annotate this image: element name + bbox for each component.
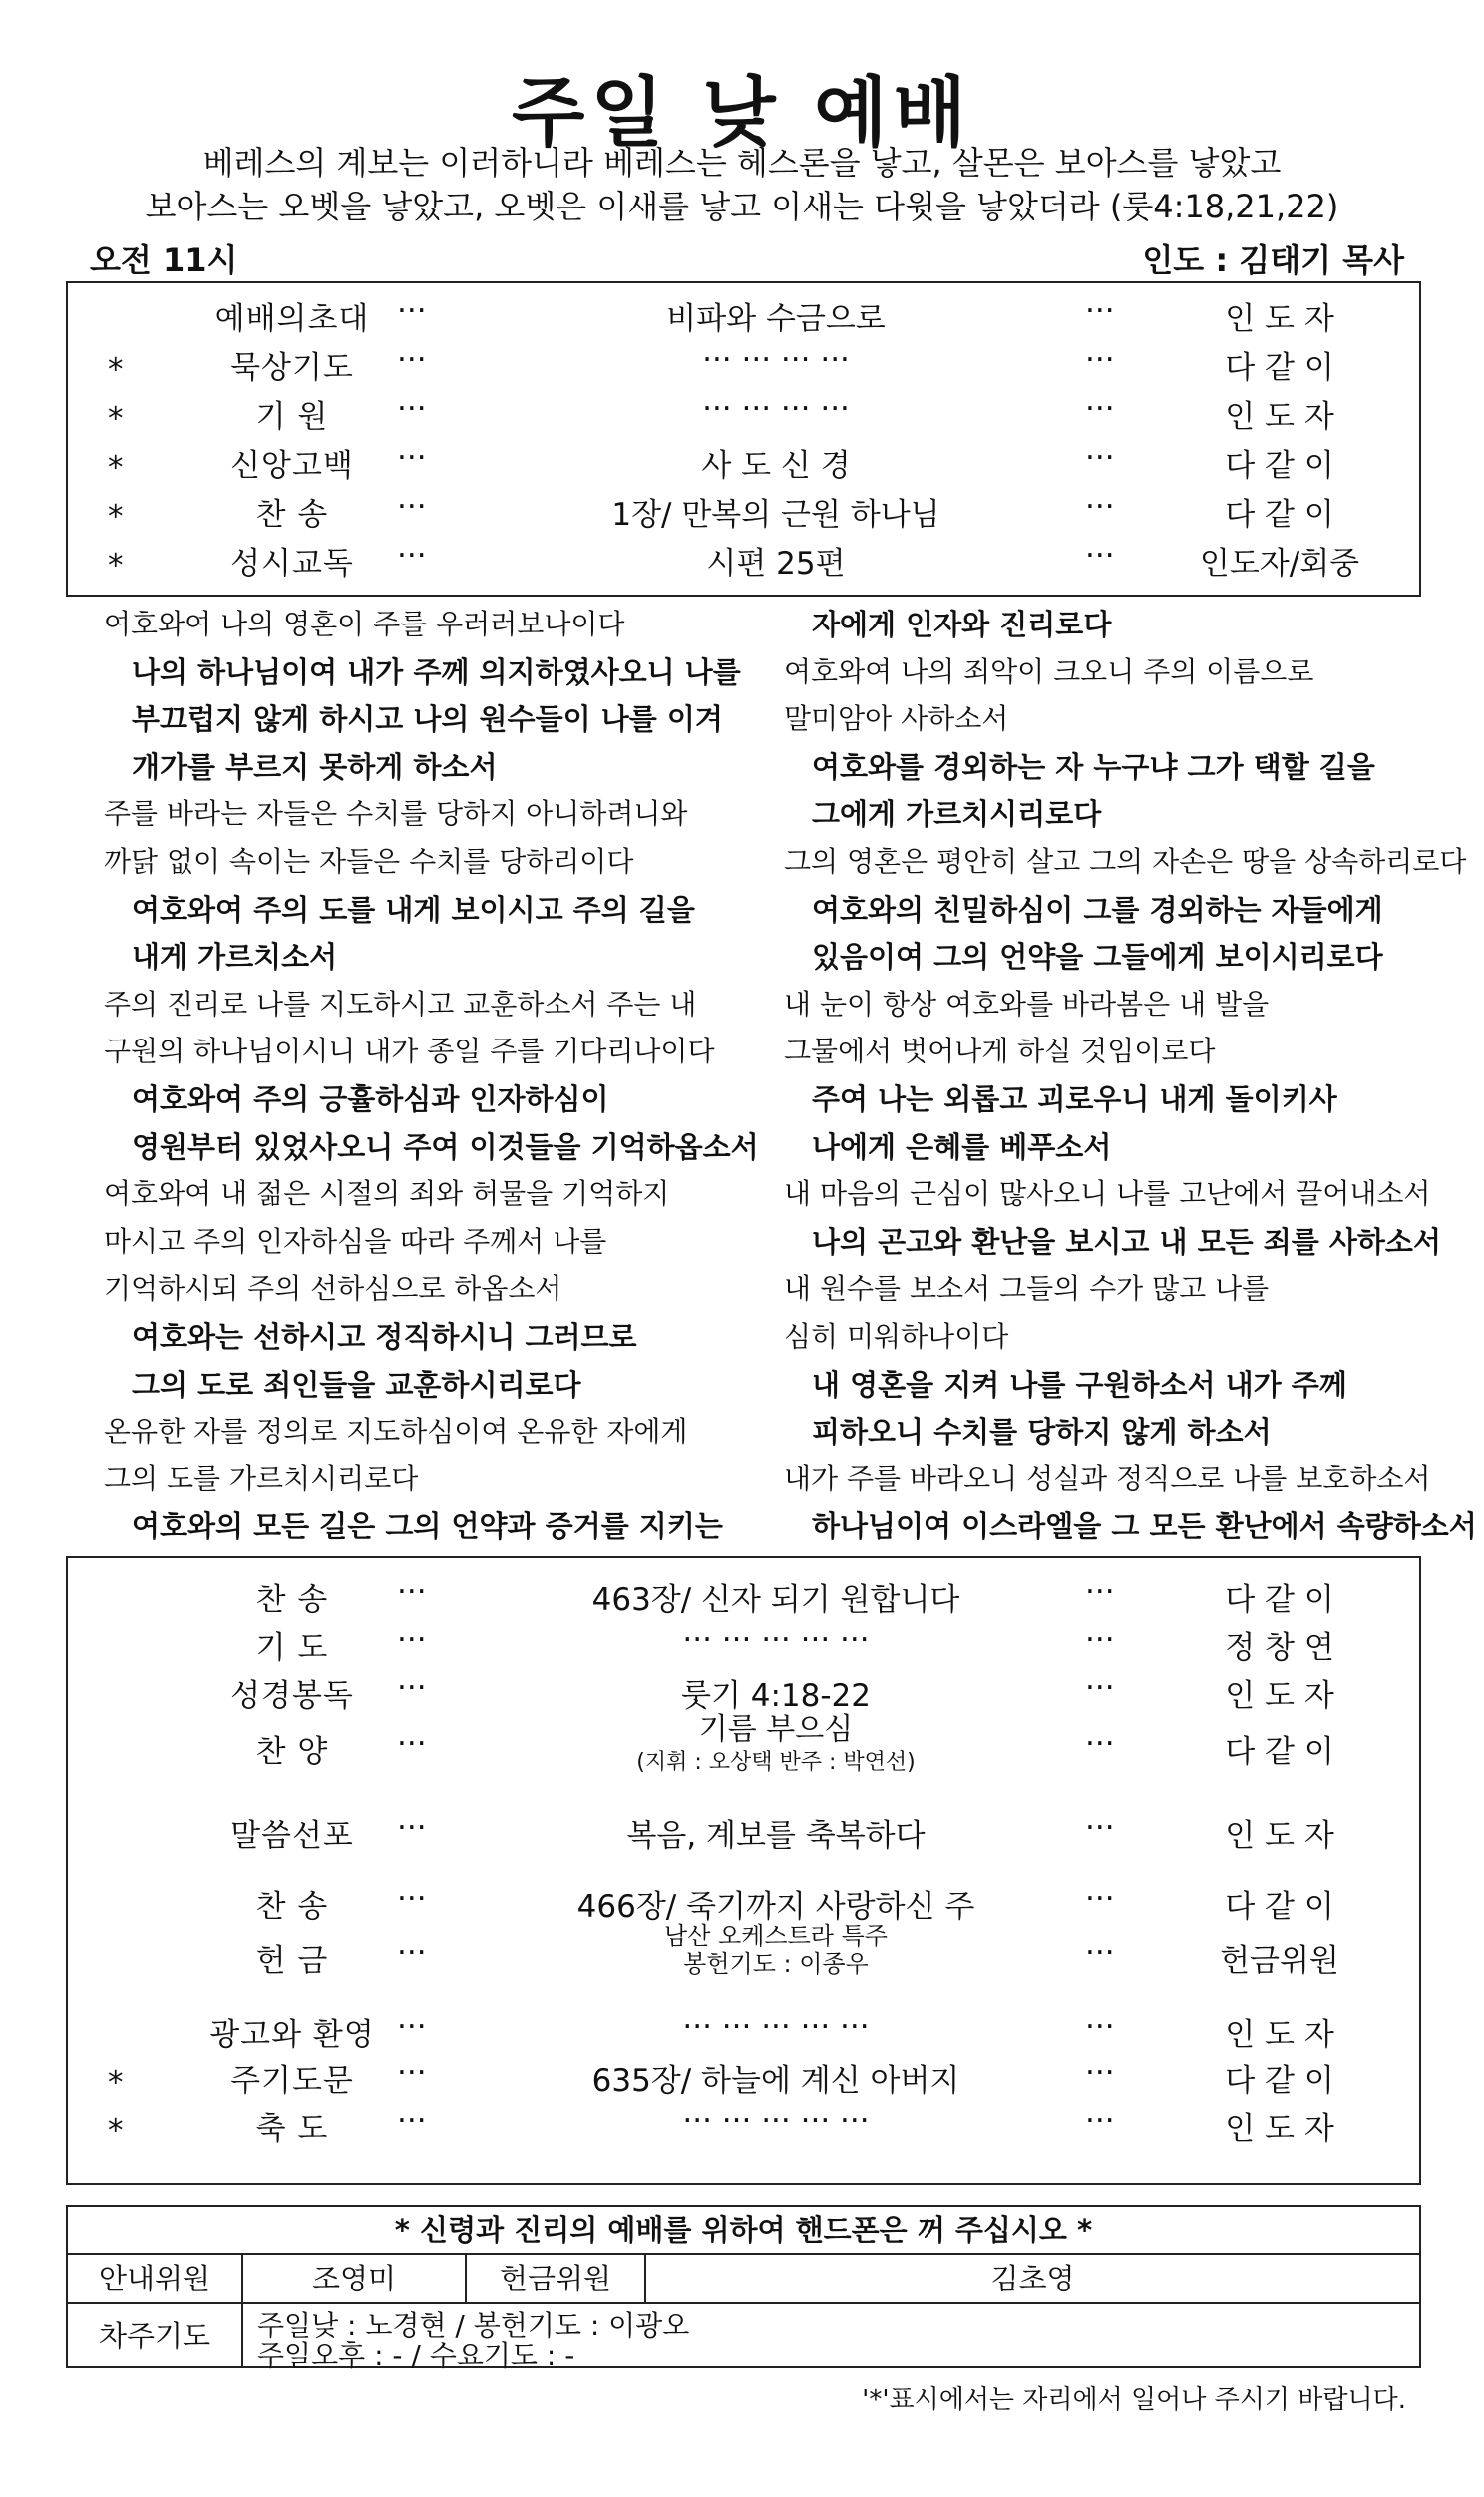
leader-line: 그의 도를 가르치시리로다 <box>104 1461 419 1495</box>
order-item-performer: 다 같 이 <box>1225 497 1334 533</box>
leader-dots: ··· <box>1085 1881 1115 1917</box>
order-item-performer: 인 도 자 <box>1225 399 1334 435</box>
order-item-content: ··· ··· ··· ··· ··· <box>682 1622 870 1658</box>
order-item-subtext: (지휘 : 오상택 반주 : 박연선) <box>636 1750 916 1775</box>
congregation-line: 하나님이여 이스라엘을 그 모든 환난에서 속량하소서 <box>812 1509 1477 1544</box>
leader-line: 내 원수를 보소서 그들의 수가 많고 나를 <box>784 1272 1270 1306</box>
congregation-line: 주여 나는 외롭고 괴로우니 내게 돌이키사 <box>812 1082 1337 1116</box>
leader-dots: ··· <box>397 440 427 476</box>
order-row <box>68 293 1419 339</box>
leader-line: 온유한 자를 정의로 지도하심이여 온유한 자에게 <box>104 1415 688 1449</box>
leader-dots: ··· <box>1085 1935 1115 1971</box>
leader-line: 주의 진리로 나를 지도하시고 교훈하소서 주는 내 <box>104 987 697 1021</box>
order-item-content: ··· ··· ··· ··· ··· <box>682 2009 870 2045</box>
order-item-name: 헌 금 <box>255 1943 329 1979</box>
order-item-name: 기 원 <box>255 399 329 435</box>
order-item-content: 룻기 4:18-22 <box>681 1678 871 1714</box>
leader-dots: ··· <box>397 1810 427 1846</box>
order-row <box>68 2055 1419 2101</box>
congregation-line: 여호와는 선하시고 정직하시니 그러므로 <box>132 1320 637 1354</box>
leader-dots: ··· <box>397 1935 427 1971</box>
leader-dots: ··· <box>1085 342 1115 378</box>
leader-dots: ··· <box>1085 1726 1115 1762</box>
leader-line: 여호와여 나의 죄악이 크오니 주의 이름으로 <box>784 654 1314 688</box>
prayer-label: 차주기도 <box>98 2319 211 2353</box>
order-row <box>68 1670 1419 1716</box>
leader-line: 말미암아 사하소서 <box>784 702 1009 736</box>
order-item-performer: 인 도 자 <box>1225 2111 1334 2147</box>
order-row <box>68 1810 1419 1856</box>
congregation-line: 여호와의 모든 길은 그의 언약과 증거를 지키는 <box>132 1509 723 1544</box>
order-row <box>68 1574 1419 1620</box>
order-row <box>68 391 1419 437</box>
leader-line: 구원의 하나님이시니 내가 종일 주를 기다리나이다 <box>104 1035 715 1068</box>
verse-line-1: 베레스의 계보는 이러하니라 베레스는 헤스론을 낳고, 살몬은 보아스를 낳았고 <box>202 144 1282 182</box>
order-row <box>68 1922 1419 1981</box>
order-item-content: ··· ··· ··· ··· <box>702 391 850 427</box>
order-item-name: 찬 송 <box>255 1582 329 1618</box>
order-item-name: 찬 양 <box>255 1734 329 1770</box>
congregation-line: 나에게 은혜를 베푸소서 <box>812 1129 1112 1164</box>
congregation-line: 부끄럽지 않게 하시고 나의 원수들이 나를 이겨 <box>132 702 723 737</box>
congregation-line: 나의 하나님이여 내가 주께 의지하였사오니 나를 <box>132 654 741 689</box>
leader-dots: ··· <box>1085 2009 1115 2045</box>
leader-dots: ··· <box>397 1726 427 1762</box>
leader-dots: ··· <box>397 2055 427 2091</box>
standing-note: '*'표시에서는 자리에서 일어나 주시기 바랍니다. <box>862 2385 1406 2415</box>
standing-mark: * <box>108 2065 124 2101</box>
congregation-line: 그의 도로 죄인들을 교훈하시리로다 <box>132 1367 581 1402</box>
offering-name: 김초영 <box>990 2262 1075 2295</box>
leader-line: 내 눈이 항상 여호와를 바라봄은 내 발을 <box>784 987 1270 1021</box>
leader-dots: ··· <box>1085 391 1115 427</box>
order-item-content: 1장/ 만복의 근원 하나님 <box>611 497 940 533</box>
order-item-performer: 인 도 자 <box>1225 2017 1334 2053</box>
usher-label: 안내위원 <box>98 2262 211 2295</box>
order-item-performer: 인 도 자 <box>1225 1818 1334 1854</box>
verse-line-2: 보아스는 오벳을 낳았고, 오벳은 이새를 낳고 이새는 다윗을 낳았더라 (룻4:18,21,22) <box>145 188 1339 225</box>
congregation-line: 피하오니 수치를 당하지 않게 하소서 <box>812 1415 1272 1450</box>
leader-dots: ··· <box>397 1670 427 1706</box>
order-item-performer: 다 같 이 <box>1225 448 1334 484</box>
leader-line: 그물에서 벗어나게 하실 것임이로다 <box>784 1035 1216 1068</box>
order-row <box>68 342 1419 388</box>
congregation-line: 내 영혼을 지켜 나를 구원하소서 내가 주께 <box>812 1367 1347 1402</box>
standing-mark: * <box>108 2113 124 2149</box>
leader-dots: ··· <box>1085 489 1115 525</box>
order-row <box>68 2009 1419 2055</box>
congregation-line: 개가를 부르지 못하게 하소서 <box>132 749 498 784</box>
congregation-line: 나의 곤고와 환난을 보시고 내 모든 죄를 사하소서 <box>812 1224 1441 1259</box>
order-item-name: 광고와 환영 <box>209 2017 375 2053</box>
congregation-line: 여호와여 주의 긍휼하심과 인자하심이 <box>132 1082 609 1116</box>
order-item-performer: 인도자/회중 <box>1199 546 1360 582</box>
leader-dots: ··· <box>397 1622 427 1658</box>
order-row <box>68 538 1419 584</box>
order-item-performer: 정 창 연 <box>1225 1630 1334 1666</box>
congregation-line: 내게 가르치소서 <box>132 940 338 975</box>
footer-table <box>66 2205 1421 2372</box>
order-item-performer: 헌금위원 <box>1220 1943 1339 1979</box>
prayer-line-2: 주일오후 : - / 수요기도 : - <box>257 2339 575 2372</box>
order-row <box>68 440 1419 486</box>
leader-dots: ··· <box>1085 2103 1115 2139</box>
leader-dots: ··· <box>1085 2055 1115 2091</box>
order-item-name: 찬 송 <box>255 1889 329 1925</box>
leader-dots: ··· <box>1085 538 1115 574</box>
leader-line: 내가 주를 바라오니 성실과 정직으로 나를 보호하소서 <box>784 1461 1431 1495</box>
congregation-line: 영원부터 있었사오니 주여 이것들을 기억하옵소서 <box>132 1129 759 1164</box>
order-row <box>68 1622 1419 1668</box>
offering-label: 헌금위원 <box>499 2262 612 2295</box>
order-item-content: ··· ··· ··· ··· <box>702 342 850 378</box>
order-item-content: 635장/ 하늘에 계신 아버지 <box>591 2063 960 2099</box>
order-row <box>68 2103 1419 2149</box>
order-item-performer: 다 같 이 <box>1225 2063 1334 2099</box>
order-item-name: 기 도 <box>255 1630 329 1666</box>
leader-dots: ··· <box>397 391 427 427</box>
leader-dots: ··· <box>1085 440 1115 476</box>
order-item-performer: 다 같 이 <box>1225 350 1334 386</box>
congregation-line: 자에게 인자와 진리로다 <box>812 608 1112 641</box>
psalm-responsive-reading <box>0 603 1484 1550</box>
prayer-line-1: 주일낮 : 노경현 / 봉헌기도 : 이광오 <box>257 2309 690 2342</box>
order-item-content: 시편 25편 <box>706 546 846 582</box>
standing-mark: * <box>108 548 124 584</box>
order-item-name: 성경봉독 <box>230 1678 354 1714</box>
order-item-name: 주기도문 <box>230 2063 354 2099</box>
order-item-name: 신앙고백 <box>230 448 354 484</box>
order-item-performer: 다 같 이 <box>1225 1734 1334 1770</box>
order-item-content: 비파와 수금으로 <box>666 301 886 337</box>
leader-dots: ··· <box>1085 1810 1115 1846</box>
order-item-performer: 인 도 자 <box>1225 1678 1334 1714</box>
leader-dots: ··· <box>1085 1574 1115 1610</box>
order-item-performer: 인 도 자 <box>1225 301 1334 337</box>
standing-mark: * <box>108 450 124 486</box>
order-item-content: 복음, 계보를 축복하다 <box>626 1818 926 1854</box>
order-item-name: 묵상기도 <box>230 350 354 386</box>
congregation-line: 있음이여 그의 언약을 그들에게 보이시리로다 <box>812 940 1383 975</box>
order-box-1 <box>66 281 1421 597</box>
order-item-name: 말씀선포 <box>230 1818 354 1854</box>
order-box-2 <box>66 1556 1421 2185</box>
phone-notice: * 신령과 진리의 예배를 위하여 핸드폰은 꺼 주십시오 * <box>68 2207 1419 2255</box>
leader-dots: ··· <box>397 2103 427 2139</box>
leader-dots: ··· <box>397 489 427 525</box>
leader-line: 내 마음의 근심이 많사오니 나를 고난에서 끌어내소서 <box>784 1177 1431 1211</box>
standing-mark: * <box>108 499 124 535</box>
page-title: 주일 낮 예배 <box>512 68 972 157</box>
leader-dots: ··· <box>397 2009 427 2045</box>
leader-line: 기억하시되 주의 선하심으로 하옵소서 <box>104 1272 562 1306</box>
order-item-name: 축 도 <box>255 2111 329 2147</box>
service-time: 오전 11시 <box>90 241 238 279</box>
congregation-line: 여호와의 친밀하심이 그를 경외하는 자들에게 <box>812 892 1383 927</box>
standing-mark: * <box>108 352 124 388</box>
order-item-name: 찬 송 <box>255 497 329 533</box>
leader-dots: ··· <box>397 538 427 574</box>
leader-dots: ··· <box>397 342 427 378</box>
leader-dots: ··· <box>1085 293 1115 329</box>
order-row <box>68 1712 1419 1775</box>
order-item-content: 사 도 신 경 <box>701 448 851 484</box>
leader-line: 여호와여 내 젊은 시절의 죄와 허물을 기억하지 <box>104 1177 670 1211</box>
leader-line: 까닭 없이 속이는 자들은 수치를 당하리이다 <box>104 845 634 878</box>
leader-line: 그의 영혼은 평안히 살고 그의 자손은 땅을 상속하리로다 <box>784 845 1467 878</box>
order-item-performer: 다 같 이 <box>1225 1889 1334 1925</box>
order-item-content: 463장/ 신자 되기 원합니다 <box>591 1582 960 1618</box>
service-leader: 인도 : 김태기 목사 <box>1142 241 1404 279</box>
order-item-subtext: 봉헌기도 : 이종우 <box>683 1950 869 1978</box>
usher-name: 조영미 <box>311 2262 397 2295</box>
leader-dots: ··· <box>397 1881 427 1917</box>
order-item-name: 성시교독 <box>230 546 354 582</box>
leader-line: 마시고 주의 인자하심을 따라 주께서 나를 <box>104 1224 607 1258</box>
congregation-line: 여호와를 경외하는 자 누구냐 그가 택할 길을 <box>812 749 1375 784</box>
leader-dots: ··· <box>397 293 427 329</box>
order-item-name: 예배의초대 <box>214 301 370 337</box>
order-item-performer: 다 같 이 <box>1225 1582 1334 1618</box>
congregation-line: 그에게 가르치시리로다 <box>812 797 1102 832</box>
congregation-line: 여호와여 주의 도를 내게 보이시고 주의 길을 <box>132 892 695 927</box>
order-row <box>68 489 1419 535</box>
leader-line: 주를 바라는 자들은 수치를 당하지 아니하려니와 <box>104 797 688 831</box>
order-item-content: 기름 부으심 <box>698 1712 854 1747</box>
order-item-content: 466장/ 죽기까지 사랑하신 주 <box>576 1889 975 1925</box>
order-item-content: 남산 오케스트라 특주 <box>664 1922 888 1950</box>
leader-line: 심히 미워하나이다 <box>784 1320 1009 1353</box>
leader-line: 여호와여 나의 영혼이 주를 우러러보나이다 <box>104 608 625 640</box>
leader-dots: ··· <box>1085 1670 1115 1706</box>
leader-dots: ··· <box>1085 1622 1115 1658</box>
order-item-content: ··· ··· ··· ··· ··· <box>682 2103 870 2139</box>
leader-dots: ··· <box>397 1574 427 1610</box>
standing-mark: * <box>108 401 124 437</box>
